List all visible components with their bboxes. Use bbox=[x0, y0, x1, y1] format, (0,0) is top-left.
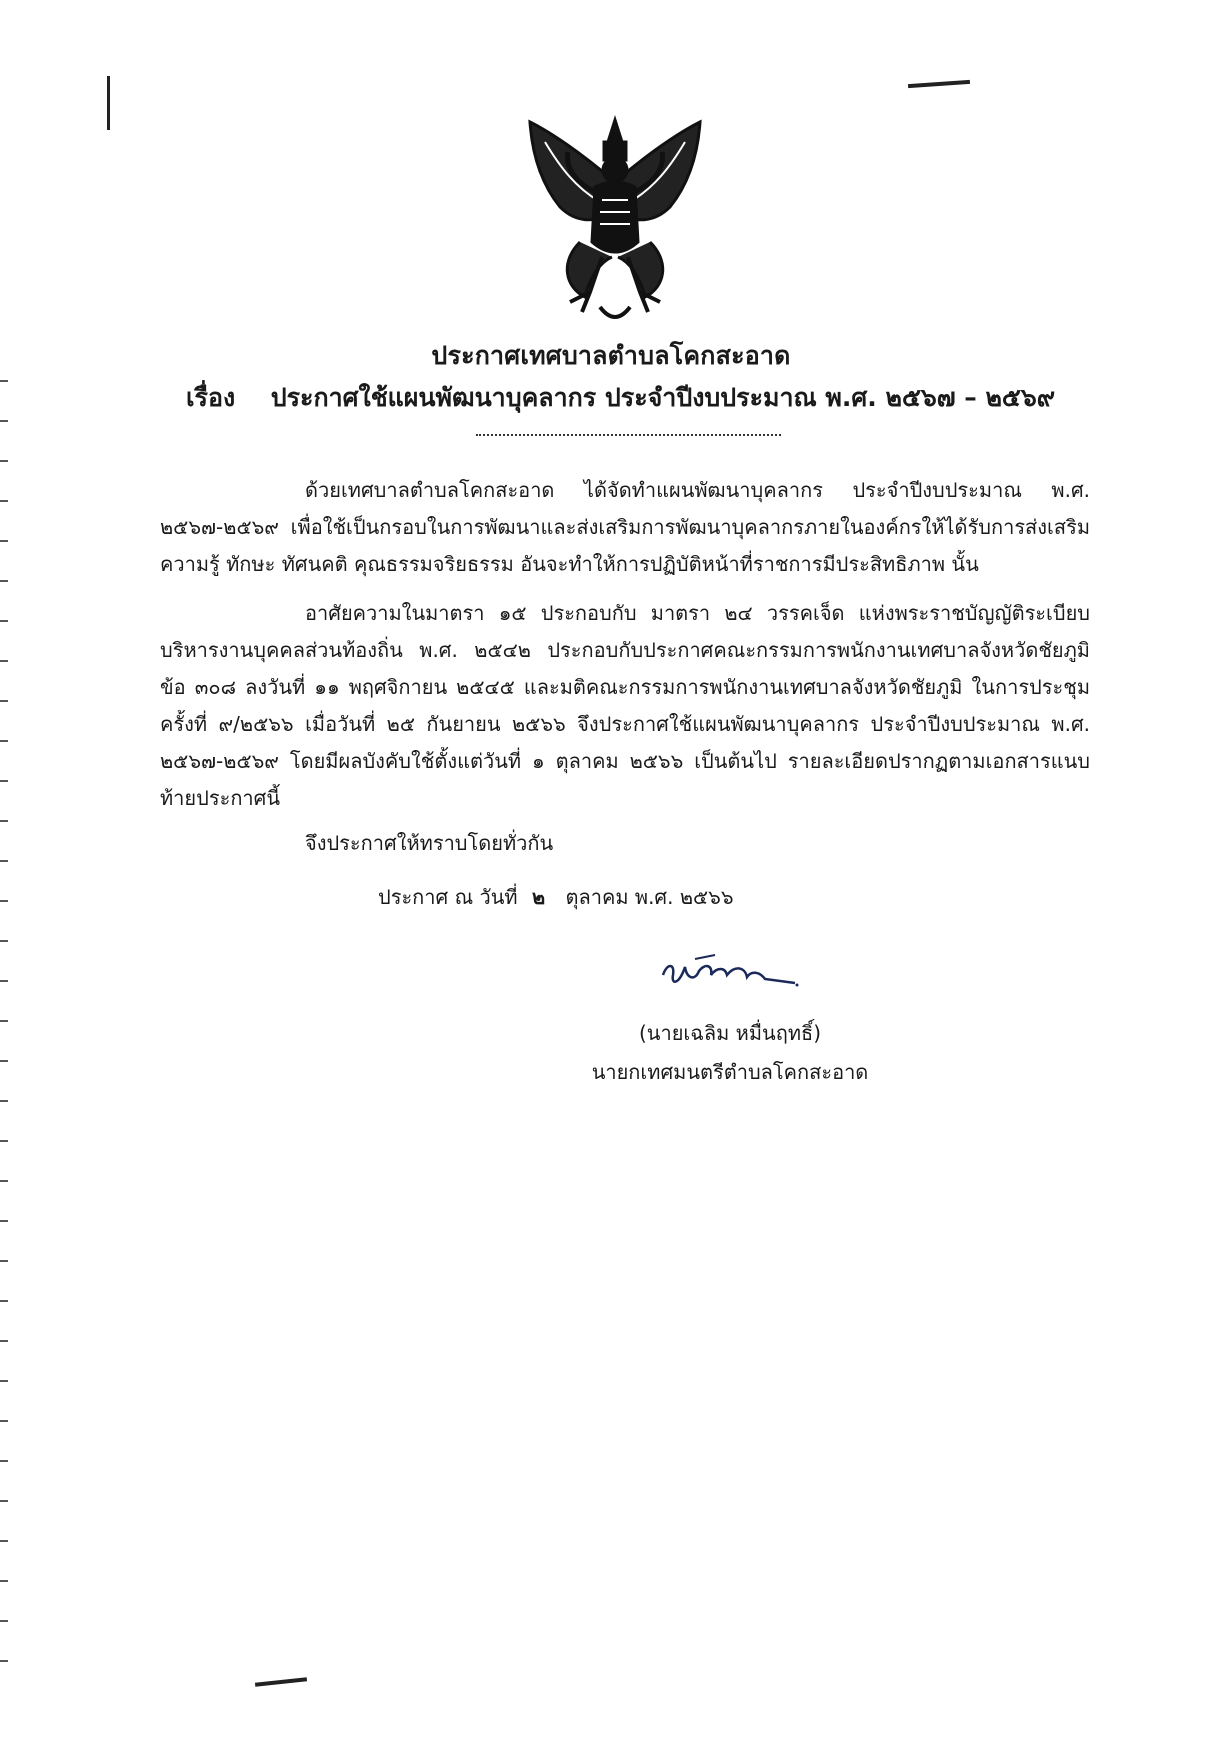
scan-edge-tick bbox=[0, 860, 8, 862]
scan-edge-tick bbox=[0, 460, 8, 462]
scan-edge-tick bbox=[0, 820, 8, 822]
subject-text: ประกาศใช้แผนพัฒนาบุคลากร ประจำปีงบประมาณ พ.ศ. ๒๕๖๗ – ๒๕๖๙ bbox=[270, 383, 1056, 412]
scan-edge-tick bbox=[0, 1300, 8, 1302]
scan-edge-tick bbox=[0, 420, 8, 422]
scan-edge-tick bbox=[0, 580, 8, 582]
scan-mark-left bbox=[107, 76, 110, 130]
scan-edge-tick bbox=[0, 1180, 8, 1182]
scan-edge-tick bbox=[0, 1100, 8, 1102]
scan-edge-tick bbox=[0, 1540, 8, 1542]
subject-label: เรื่อง bbox=[186, 383, 236, 412]
scan-edge-tick bbox=[0, 1660, 8, 1662]
document-title: ประกาศเทศบาลตำบลโคกสะอาด bbox=[431, 341, 791, 370]
scan-edge-tick bbox=[0, 1420, 8, 1422]
closing-line: จึงประกาศให้ทราบโดยทั่วกัน bbox=[305, 831, 554, 855]
scan-edge-tick bbox=[0, 900, 8, 902]
scan-edge-tick bbox=[0, 540, 8, 542]
scan-edge-tick bbox=[0, 1140, 8, 1142]
scan-edge-tick bbox=[0, 1380, 8, 1382]
paragraph-intro: ด้วยเทศบาลตำบลโคกสะอาด ได้จัดทำแผนพัฒนาบุคลากร ประจำปีงบประมาณ พ.ศ. ๒๕๖๗-๒๕๖๙ เพื่อใช้เป็นกรอบในการพัฒนาและส่งเสริมการพัฒนาบุคลากรภายในองค์กรให้ได้รับการส่งเสริมความรู้ ทักษะ ทัศนคติ คุณธรรมจริยธรรม อันจะทำให้การปฏิบัติหน้าที่ราชการมีประสิทธิภาพ นั้น bbox=[160, 478, 1090, 576]
scan-edge-tick bbox=[0, 1220, 8, 1222]
paragraph-authority: อาศัยความในมาตรา ๑๕ ประกอบกับ มาตรา ๒๔ วรรคเจ็ด แห่งพระราชบัญญัติระเบียบบริหารงานบุคคลส่วนท้องถิ่น พ.ศ. ๒๕๔๒ ประกอบกับประกาศคณะกรรมการพนักงานเทศบาลจังหวัดชัยภูมิ ข้อ ๓๐๘ ลงวันที่ ๑๑ พฤศจิกายน ๒๕๔๕ และมติคณะกรรมการพนักงานเทศบาลจังหวัดชัยภูมิ ในการประชุมครั้งที่ ๙/๒๕๖๖ เมื่อวันที่ ๒๕ กันยายน ๒๕๖๖ จึงประกาศใช้แผนพัฒนาบุคลากร ประจำปีงบประมาณ พ.ศ. ๒๕๖๗-๒๕๖๙ โดยมีผลบังคับใช้ตั้งแต่วันที่ ๑ ตุลาคม ๒๕๖๖ เป็นต้นไป รายละเอียดปรากฏตามเอกสารแนบท้ายประกาศนี้ bbox=[160, 601, 1090, 810]
subject-line bbox=[186, 378, 1055, 418]
date-line bbox=[378, 881, 734, 913]
signer-position: นายกเทศมนตรีตำบลโคกสะอาด bbox=[591, 1060, 869, 1084]
scan-edge-tick bbox=[0, 500, 8, 502]
scan-mark-bottom bbox=[255, 1677, 307, 1686]
scan-edge-tick bbox=[0, 1260, 8, 1262]
garuda-emblem-icon bbox=[520, 112, 710, 327]
scan-edge-tick bbox=[0, 1060, 8, 1062]
dotted-separator bbox=[476, 434, 781, 436]
handwritten-signature bbox=[655, 945, 800, 993]
date-month-year: ตุลาคม พ.ศ. ๒๕๖๖ bbox=[565, 885, 734, 909]
signer-name: (นายเฉลิม หมื่นฤทธิ์) bbox=[638, 1021, 822, 1045]
date-day: ๒ bbox=[531, 885, 546, 909]
scan-edge-tick bbox=[0, 1460, 8, 1462]
scan-edge-tick bbox=[0, 620, 8, 622]
scan-edge-tick bbox=[0, 740, 8, 742]
scan-edge-tick bbox=[0, 1580, 8, 1582]
scan-edge-tick bbox=[0, 660, 8, 662]
scan-edge-tick bbox=[0, 1620, 8, 1622]
scan-edge-tick bbox=[0, 1020, 8, 1022]
scan-edge-ticks bbox=[0, 380, 10, 1680]
scan-edge-tick bbox=[0, 780, 8, 782]
scan-edge-tick bbox=[0, 700, 8, 702]
scan-edge-tick bbox=[0, 380, 8, 382]
scan-edge-tick bbox=[0, 1340, 8, 1342]
scan-edge-tick bbox=[0, 1500, 8, 1502]
date-announced-label: ประกาศ ณ วันที่ bbox=[378, 885, 518, 909]
scan-edge-tick bbox=[0, 940, 8, 942]
scan-mark-top-right bbox=[908, 80, 970, 88]
scan-edge-tick bbox=[0, 980, 8, 982]
